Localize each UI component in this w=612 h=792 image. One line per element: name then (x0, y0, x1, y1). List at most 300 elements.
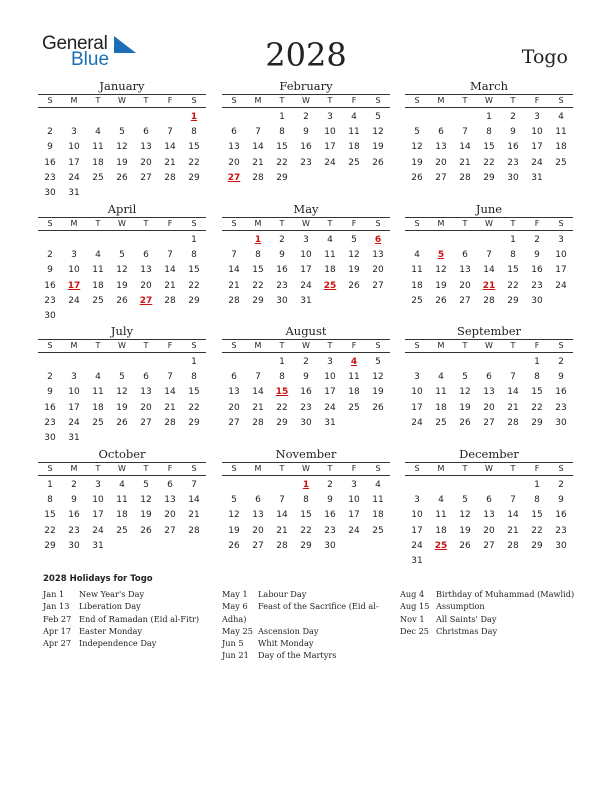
day-cell: 30 (68, 540, 80, 551)
month-april (38, 202, 206, 324)
day-cell: 25 (348, 402, 360, 413)
holiday-row (222, 588, 379, 600)
day-cell: 20 (435, 157, 447, 168)
empty-day-cell (453, 478, 477, 493)
day-cell: 2 (303, 112, 309, 122)
month-title: August (285, 324, 327, 338)
day-cell: 14 (507, 510, 519, 521)
weekday-header: W (302, 96, 310, 105)
empty-day-cell (222, 233, 246, 248)
weekday-header: F (534, 219, 540, 228)
day-grid (222, 233, 390, 309)
day-cell: 6 (462, 250, 468, 261)
day-cell: 3 (351, 480, 357, 490)
day-cell: 13 (164, 495, 176, 506)
weekday-header: S (231, 341, 237, 350)
day-cell: 22 (276, 157, 288, 168)
empty-day-cell (501, 478, 525, 493)
day-cell: 2 (47, 372, 53, 383)
day-cell: 12 (372, 372, 384, 383)
day-cell: 8 (47, 495, 53, 506)
day-cell: 10 (531, 127, 543, 138)
weekday-header: T (279, 96, 285, 105)
empty-day-cell (110, 110, 134, 125)
day-cell: 22 (188, 280, 200, 291)
day-cell: 27 (435, 172, 447, 183)
day-cell: 20 (483, 402, 495, 413)
day-cell: 18 (411, 280, 423, 291)
day-cell: 11 (435, 510, 447, 521)
day-cell: 18 (348, 142, 360, 153)
day-cell: 26 (411, 172, 423, 183)
day-cell: 21 (228, 280, 240, 291)
weekday-header: T (95, 464, 101, 473)
empty-day-cell (38, 233, 62, 248)
day-cell: 6 (143, 127, 149, 138)
day-cell: 30 (531, 295, 543, 306)
day-cell: 6 (143, 372, 149, 383)
day-cell: 3 (558, 235, 564, 245)
day-cell: 8 (191, 372, 197, 383)
day-cell: 23 (68, 525, 80, 536)
day-cell: 26 (140, 525, 152, 536)
day-cell: 13 (228, 387, 240, 398)
day-grid (405, 233, 573, 309)
day-cell: 16 (276, 265, 288, 276)
day-cell: 17 (68, 157, 80, 168)
month-title: December (459, 447, 519, 461)
day-cell: 5 (375, 112, 381, 122)
day-cell: 23 (531, 280, 543, 291)
month-title: April (107, 202, 137, 216)
empty-day-cell (405, 233, 429, 248)
weekday-header: T (462, 96, 468, 105)
day-cell: 31 (531, 172, 543, 183)
empty-day-cell (429, 110, 453, 125)
day-cell: 5 (414, 127, 420, 138)
day-cell: 15 (300, 510, 312, 521)
month-february (222, 79, 390, 186)
day-cell: 7 (255, 127, 261, 138)
holiday-date: May 6 (222, 601, 248, 612)
day-cell: 1 (510, 235, 516, 245)
day-cell: 18 (348, 387, 360, 398)
weekday-header: W (485, 341, 493, 350)
day-cell: 19 (116, 157, 128, 168)
day-cell: 20 (140, 280, 152, 291)
empty-day-cell (222, 355, 246, 370)
weekday-header-row (38, 94, 206, 108)
day-cell: 24 (68, 172, 80, 183)
day-cell: 21 (276, 525, 288, 536)
day-cell: 4 (438, 495, 444, 506)
day-cell: 13 (435, 142, 447, 153)
day-cell: 5 (143, 480, 149, 490)
holiday-row (222, 613, 379, 625)
holiday-row (222, 625, 379, 637)
day-cell: 9 (279, 250, 285, 261)
weekday-header: W (118, 219, 126, 228)
day-cell: 10 (411, 510, 423, 521)
day-cell: 8 (191, 127, 197, 138)
day-cell: 2 (558, 357, 564, 367)
day-cell: 29 (507, 295, 519, 306)
weekday-header: T (95, 96, 101, 105)
day-cell: 4 (414, 250, 420, 261)
day-cell: 23 (507, 157, 519, 168)
day-cell: 19 (140, 510, 152, 521)
day-cell: 27 (483, 417, 495, 428)
weekday-header: W (118, 464, 126, 473)
day-cell: 29 (188, 417, 200, 428)
day-cell: 3 (71, 127, 77, 138)
day-cell: 16 (555, 387, 567, 398)
empty-day-cell (86, 233, 110, 248)
day-cell: 12 (140, 495, 152, 506)
weekday-header-row (222, 94, 390, 108)
day-cell: 4 (327, 235, 333, 245)
day-cell: 19 (372, 387, 384, 398)
empty-day-cell (222, 110, 246, 125)
weekday-header: S (47, 96, 53, 105)
day-cell: 26 (372, 402, 384, 413)
day-cell: 6 (143, 250, 149, 261)
month-december (405, 447, 573, 569)
day-cell: 27 (459, 295, 471, 306)
weekday-header: T (95, 219, 101, 228)
month-title: September (456, 324, 522, 338)
day-cell: 24 (68, 417, 80, 428)
weekday-header: T (327, 464, 333, 473)
empty-day-cell (246, 110, 270, 125)
day-cell: 24 (348, 525, 360, 536)
weekday-header: M (254, 464, 262, 473)
empty-day-cell (453, 110, 477, 125)
weekday-header: W (302, 219, 310, 228)
weekday-header: T (462, 464, 468, 473)
day-cell: 24 (324, 157, 336, 168)
day-cell: 19 (116, 280, 128, 291)
empty-day-cell (86, 355, 110, 370)
day-cell: 20 (483, 525, 495, 536)
day-cell: 7 (191, 480, 197, 490)
day-cell: 8 (486, 127, 492, 138)
day-cell: 23 (44, 295, 56, 306)
holiday-row (43, 637, 199, 649)
day-cell: 10 (68, 142, 80, 153)
day-cell: 19 (411, 157, 423, 168)
day-cell: 28 (507, 540, 519, 551)
holiday-day-cell: 1 (190, 112, 198, 122)
logo-text-general: General (42, 33, 108, 54)
day-cell: 20 (228, 157, 240, 168)
day-cell: 2 (327, 480, 333, 490)
month-january (38, 79, 206, 201)
holiday-date: Adha) (222, 613, 247, 624)
weekday-header: F (167, 341, 173, 350)
weekday-header: T (279, 464, 285, 473)
day-cell: 4 (95, 250, 101, 261)
holiday-row (222, 649, 379, 661)
day-cell: 11 (92, 142, 104, 153)
day-grid (222, 355, 390, 431)
holiday-date: Nov 1 (400, 613, 425, 624)
day-cell: 4 (375, 480, 381, 490)
empty-day-cell (134, 233, 158, 248)
day-cell: 30 (555, 540, 567, 551)
weekday-header: S (414, 96, 420, 105)
day-cell: 23 (555, 402, 567, 413)
day-cell: 18 (372, 510, 384, 521)
day-cell: 5 (375, 357, 381, 367)
day-cell: 27 (252, 540, 264, 551)
day-cell: 29 (483, 172, 495, 183)
empty-day-cell (134, 355, 158, 370)
holiday-row (222, 637, 379, 649)
weekday-header: S (47, 464, 53, 473)
day-cell: 9 (47, 265, 53, 276)
day-cell: 16 (324, 510, 336, 521)
day-cell: 22 (483, 157, 495, 168)
day-cell: 16 (44, 157, 56, 168)
day-cell: 24 (531, 157, 543, 168)
day-cell: 20 (228, 402, 240, 413)
holiday-row (43, 588, 199, 600)
weekday-header: S (558, 341, 564, 350)
day-cell: 10 (68, 265, 80, 276)
day-cell: 21 (252, 157, 264, 168)
holiday-date: May 25 (222, 625, 253, 636)
holiday-day-cell: 1 (254, 235, 262, 245)
holiday-name: Christmas Day (436, 625, 498, 636)
holiday-day-cell: 27 (227, 172, 241, 183)
day-cell: 10 (324, 372, 336, 383)
weekday-header: T (95, 341, 101, 350)
day-cell: 13 (483, 387, 495, 398)
day-cell: 5 (231, 495, 237, 506)
day-cell: 16 (68, 510, 80, 521)
day-cell: 16 (300, 387, 312, 398)
day-cell: 7 (486, 250, 492, 261)
day-cell: 14 (507, 387, 519, 398)
day-cell: 3 (71, 372, 77, 383)
day-cell: 14 (483, 265, 495, 276)
day-cell: 9 (303, 127, 309, 138)
weekday-header: F (167, 96, 173, 105)
day-cell: 11 (435, 387, 447, 398)
day-cell: 14 (252, 142, 264, 153)
weekday-header-row (222, 462, 390, 476)
holiday-day-cell: 21 (482, 280, 496, 291)
holiday-name: Feast of the Sacrifice (Eid al- (258, 601, 379, 612)
holiday-row (43, 625, 199, 637)
day-cell: 13 (459, 265, 471, 276)
day-cell: 9 (510, 127, 516, 138)
day-cell: 16 (44, 402, 56, 413)
day-cell: 1 (534, 357, 540, 367)
weekday-header: T (510, 96, 516, 105)
weekday-header: T (279, 341, 285, 350)
day-cell: 15 (276, 142, 288, 153)
holiday-day-cell: 6 (374, 235, 382, 245)
day-cell: 4 (95, 127, 101, 138)
empty-day-cell (158, 110, 182, 125)
day-cell: 29 (300, 540, 312, 551)
day-cell: 2 (71, 480, 77, 490)
holiday-day-cell: 5 (437, 250, 445, 261)
weekday-header: S (191, 464, 197, 473)
day-cell: 15 (188, 142, 200, 153)
day-cell: 9 (47, 142, 53, 153)
day-cell: 8 (279, 127, 285, 138)
day-cell: 10 (92, 495, 104, 506)
day-cell: 17 (555, 265, 567, 276)
day-cell: 31 (411, 555, 423, 566)
day-cell: 8 (534, 495, 540, 506)
day-cell: 18 (435, 402, 447, 413)
day-cell: 3 (327, 112, 333, 122)
holiday-name: All Saints' Day (436, 613, 497, 624)
day-cell: 14 (252, 387, 264, 398)
day-cell: 26 (459, 540, 471, 551)
empty-day-cell (110, 355, 134, 370)
day-cell: 23 (276, 280, 288, 291)
holiday-day-cell: 25 (434, 540, 448, 551)
day-cell: 21 (252, 402, 264, 413)
weekday-header: S (558, 219, 564, 228)
month-title: March (470, 79, 508, 93)
holiday-column (43, 588, 199, 649)
empty-day-cell (429, 233, 453, 248)
holiday-row (222, 600, 379, 612)
empty-day-cell (38, 110, 62, 125)
weekday-header: M (70, 341, 78, 350)
day-cell: 28 (164, 172, 176, 183)
day-cell: 5 (119, 127, 125, 138)
day-cell: 12 (459, 510, 471, 521)
day-cell: 7 (167, 127, 173, 138)
day-cell: 29 (276, 172, 288, 183)
weekday-header-row (405, 217, 573, 231)
weekday-header-row (405, 462, 573, 476)
day-cell: 5 (462, 495, 468, 506)
weekday-header: S (414, 219, 420, 228)
day-cell: 28 (252, 417, 264, 428)
weekday-header: S (231, 219, 237, 228)
day-grid (38, 233, 206, 324)
day-cell: 23 (44, 172, 56, 183)
day-cell: 2 (510, 112, 516, 122)
day-cell: 11 (92, 387, 104, 398)
day-cell: 5 (462, 372, 468, 383)
day-cell: 21 (164, 402, 176, 413)
day-cell: 17 (348, 510, 360, 521)
weekday-header: T (327, 96, 333, 105)
holiday-row (400, 600, 574, 612)
weekday-header: T (510, 464, 516, 473)
day-cell: 24 (411, 540, 423, 551)
day-cell: 25 (555, 157, 567, 168)
weekday-header: T (462, 341, 468, 350)
weekday-header-row (405, 94, 573, 108)
day-cell: 18 (116, 510, 128, 521)
day-cell: 18 (555, 142, 567, 153)
day-cell: 7 (167, 372, 173, 383)
day-cell: 28 (507, 417, 519, 428)
month-title: November (275, 447, 337, 461)
day-cell: 30 (44, 432, 56, 443)
holiday-name: Liberation Day (79, 601, 141, 612)
day-cell: 17 (300, 265, 312, 276)
empty-day-cell (453, 233, 477, 248)
day-cell: 24 (324, 402, 336, 413)
day-cell: 12 (411, 142, 423, 153)
day-cell: 25 (411, 295, 423, 306)
day-cell: 12 (228, 510, 240, 521)
day-cell: 29 (44, 540, 56, 551)
month-may (222, 202, 390, 309)
day-cell: 19 (116, 402, 128, 413)
day-cell: 2 (47, 127, 53, 138)
day-cell: 17 (68, 402, 80, 413)
holiday-date: Jan 13 (43, 601, 70, 612)
day-cell: 6 (167, 480, 173, 490)
empty-day-cell (38, 355, 62, 370)
holiday-date: Jun 21 (222, 650, 249, 661)
holiday-name: Day of the Martyrs (258, 650, 337, 661)
weekday-header-row (222, 217, 390, 231)
day-cell: 7 (510, 495, 516, 506)
day-cell: 1 (279, 357, 285, 367)
day-cell: 28 (228, 295, 240, 306)
day-cell: 16 (44, 280, 56, 291)
day-cell: 25 (348, 157, 360, 168)
day-cell: 25 (92, 295, 104, 306)
day-cell: 18 (92, 157, 104, 168)
day-cell: 11 (411, 265, 423, 276)
weekday-header: S (558, 464, 564, 473)
day-cell: 12 (435, 265, 447, 276)
month-march (405, 79, 573, 186)
day-cell: 13 (252, 510, 264, 521)
weekday-header: W (485, 464, 493, 473)
weekday-header: F (351, 219, 357, 228)
day-cell: 16 (507, 142, 519, 153)
holiday-column (400, 588, 574, 637)
day-cell: 11 (92, 265, 104, 276)
holiday-row (400, 625, 574, 637)
month-june (405, 202, 573, 309)
day-cell: 18 (324, 265, 336, 276)
weekday-header: S (375, 96, 381, 105)
day-cell: 28 (164, 417, 176, 428)
holiday-date: Jun 5 (222, 638, 244, 649)
empty-day-cell (158, 233, 182, 248)
day-cell: 14 (164, 265, 176, 276)
day-cell: 29 (276, 417, 288, 428)
day-cell: 5 (119, 250, 125, 261)
weekday-header: M (70, 219, 78, 228)
weekday-header: F (534, 341, 540, 350)
day-cell: 19 (435, 280, 447, 291)
day-cell: 19 (459, 402, 471, 413)
holiday-row (43, 600, 199, 612)
day-cell: 29 (188, 295, 200, 306)
day-cell: 10 (555, 250, 567, 261)
empty-day-cell (246, 478, 270, 493)
month-title: May (293, 202, 319, 216)
day-cell: 15 (188, 265, 200, 276)
